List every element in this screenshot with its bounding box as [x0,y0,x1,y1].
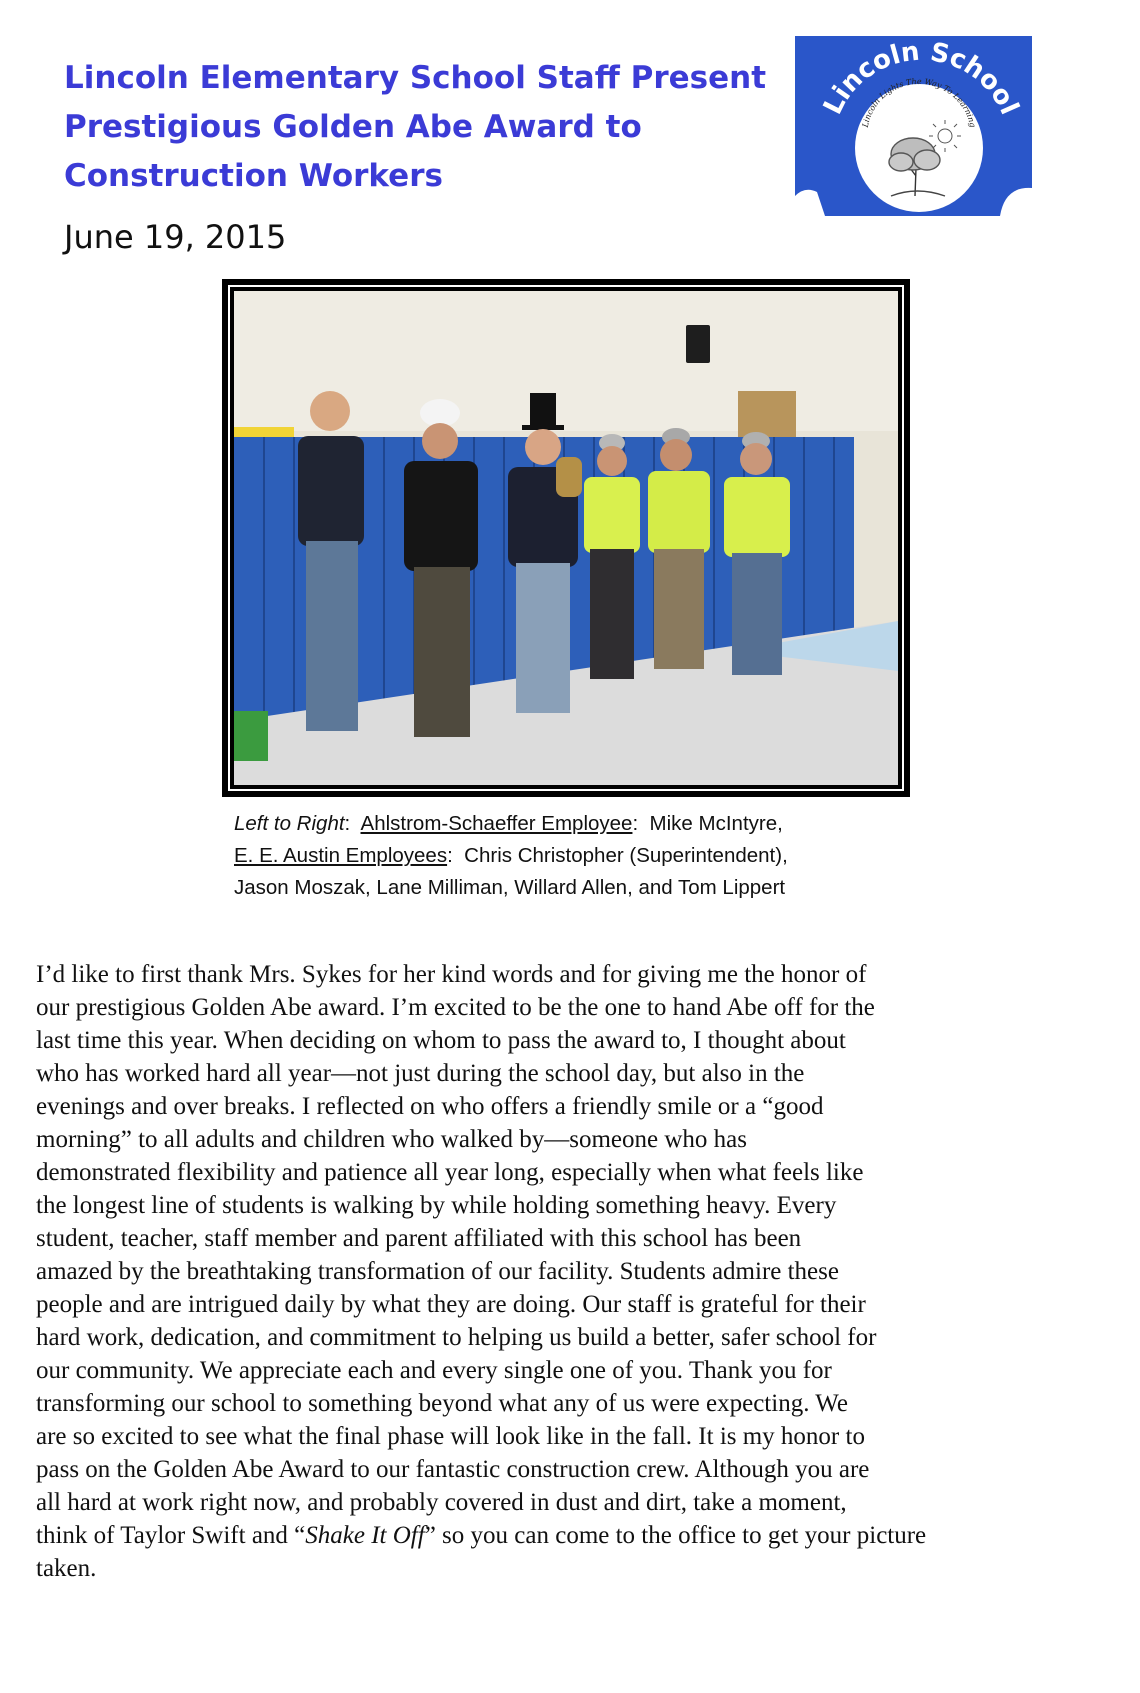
lincoln-school-logo [795,36,1032,216]
photo-caption [234,808,914,904]
title-line: Construction Workers [64,158,443,194]
person-1 [298,391,364,731]
body-line: morning” to all adults and children who walked by—someone who has [36,1126,747,1153]
caption-label: Left to Right [234,812,345,835]
photo-frame [222,279,910,797]
title-line: Lincoln Elementary School Staff Present [64,60,767,96]
body-text-segment: ” so you can come to the office to get your picture [424,1522,927,1549]
body-line: our community. We appreciate each and every single one of you. Thank you for [36,1357,832,1384]
caption-company: Ahlstrom-Schaeffer Employee [360,812,633,835]
body-line: our prestigious Golden Abe award. I’m excited to be the one to hand Abe off for the [36,994,875,1021]
body-line: demonstrated flexibility and patience all year long, especially when what feels like [36,1159,864,1186]
logo-tagline: Lincoln Lights The Way To Learning [860,76,978,129]
body-line: taken. [36,1555,97,1582]
speaker-icon [686,325,710,363]
caption-names: Chris Christopher (Superintendent), [464,844,788,867]
title-line: Prestigious Golden Abe Award to [64,109,642,145]
caption-company: E. E. Austin Employees [234,844,448,867]
body-line: student, teacher, staff member and parent affiliated with this school has been [36,1225,802,1252]
body-text-segment: think of Taylor Swift and “ [36,1522,306,1549]
body-line: all hard at work right now, and probably covered in dust and dirt, take a moment, [36,1489,847,1516]
body-line: who has worked hard all year—not just during the school day, but also in the [36,1060,805,1087]
caption-line: Jason Moszak, Lane Milliman, Willard Allen, and Tom Lippert [234,876,786,899]
body-line: hard work, dedication, and commitment to helping us build a better, safer school for [36,1324,877,1351]
body-line: pass on the Golden Abe Award to our fantastic construction crew. Although you are [36,1456,870,1483]
caption-line: E. E. Austin Employees: Chris Christopher (Superintendent), [234,844,788,867]
logo-name: Lincoln School [817,36,1025,120]
body-line: transforming our school to something beyond what any of us were expecting. We [36,1390,848,1417]
group-photo [234,291,898,785]
body-line: I’d like to first thank Mrs. Sykes for her kind words and for giving me the honor of [36,961,867,988]
body-line: evenings and over breaks. I reflected on who offers a friendly smile or a “good [36,1093,824,1120]
body-line [36,1519,1116,1552]
caption-names: Mike McIntyre, [649,812,783,835]
body-line: last time this year. When deciding on whom to pass the award to, I thought about [36,1027,846,1054]
date: June 19, 2015 [64,218,287,256]
caption-line: Left to Right: Ahlstrom-Schaeffer Employee: Mike McIntyre, [234,812,783,835]
song-title: Shake It Off [305,1522,425,1549]
body-line: the longest line of students is walking by while holding something heavy. Every [36,1192,837,1219]
page-title [64,54,767,201]
body-line: people and are intrigued daily by what they are doing. Our staff is grateful for their [36,1291,866,1318]
body-line: are so excited to see what the final phase will look like in the fall. It is my honor to [36,1423,865,1450]
body-line: amazed by the breathtaking transformation of our facility. Students admire these [36,1258,839,1285]
body-text [36,958,1116,1585]
